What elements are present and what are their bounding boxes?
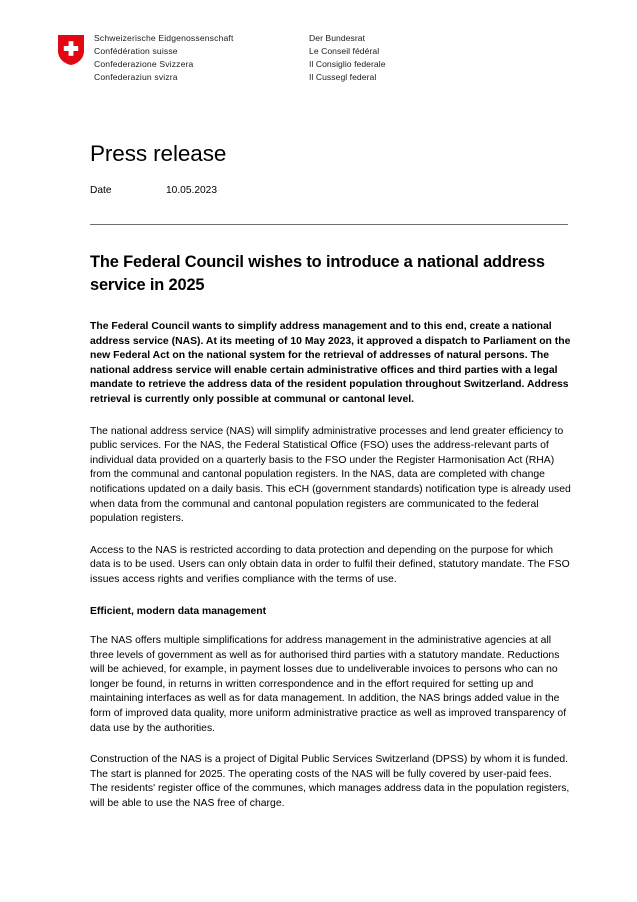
article-lead-paragraph: The Federal Council wants to simplify address management and to this end, create a national address service (NAS). At its meeting of 10 May 2023, it approved a dispatch to Parliament on the new Federal Act on the national system for the retrieval of addresses of natural persons. The national address service will enable certain administrative offices and third parties with a legal mandate to retrieve the address data of the resident population throughout Switzerland. Address retrieval is currently only possible at communal or cantonal level. [90, 321, 571, 405]
article-subheading: Efficient, modern data management [90, 605, 267, 617]
confederation-line-it: Confederazione Svizzera [94, 59, 194, 70]
article-paragraph-4: Construction of the NAS is a project of Digital Public Services Switzerland (DPSS) by whom it is funded. The start is planned for 2025. The operating costs of the NAS will be fully covered by user-paid fees. The residents' register office of the communes, which manages address data in the population registers, will be able to use the NAS free of charge. [90, 754, 570, 810]
confederation-line-fr: Confédération suisse [94, 46, 178, 57]
article-content [90, 251, 571, 829]
date-label: Date [90, 185, 112, 196]
document-type-title: Press release [90, 141, 227, 166]
council-line-fr: Le Conseil fédéral [309, 46, 380, 57]
council-line-rm: Il Cussegl federal [309, 72, 377, 83]
document-header [58, 32, 578, 84]
header-divider [90, 224, 568, 225]
council-line-it: Il Consiglio federale [309, 59, 386, 70]
federal-council-names [309, 32, 499, 84]
page-title: The Federal Council wishes to introduce a national address service in 2025 [90, 253, 545, 294]
article-paragraph-1: The national address service (NAS) will simplify administrative processes and lend greater efficiency to public services. For the NAS, the Federal Statistical Office (FSO) uses the address-relevant parts of individual data provided on a quarterly basis to the FSO under the Register Harmonisation Act (RHA) from the communal and cantonal population registers. In the NAS, data are completed with change notifications updated on a daily basis. This eCH (government standards) notification type is already used when data from the communal and cantonal population registers are communicated to the federal population registers. [90, 425, 571, 525]
swiss-coat-of-arms-shield-icon [58, 32, 88, 70]
date-value: 10.05.2023 [166, 185, 217, 196]
confederation-line-de: Schweizerische Eidgenossenschaft [94, 33, 234, 43]
confederation-line-rm: Confederaziun svizra [94, 72, 178, 83]
article-paragraph-3: The NAS offers multiple simplifications for address management in the administrative agencies at all three levels of government as well as for authorised third parties with a statutory mandate. Reductions will be achieved, for example, in payment losses due to undeliverable invoices to persons who can no longer be found, in returns in written correspondence and in the effort required for setting up and maintaining interfaces as well as for data management. In addition, the NAS brings added value in the form of improved data quality, more uniform administrative practice as well as improved transparency of data use by the authorities. [90, 635, 567, 734]
date-row [90, 184, 390, 198]
council-line-de: Der Bundesrat [309, 33, 366, 43]
confederation-names [94, 32, 309, 84]
article-paragraph-2: Access to the NAS is restricted according to data protection and depending on the purpose for which data is to be used. Users can only obtain data in order to fulfil their defined, statutory mandate. The FSO issues access rights and verifies compliance with the terms of use. [90, 544, 570, 585]
